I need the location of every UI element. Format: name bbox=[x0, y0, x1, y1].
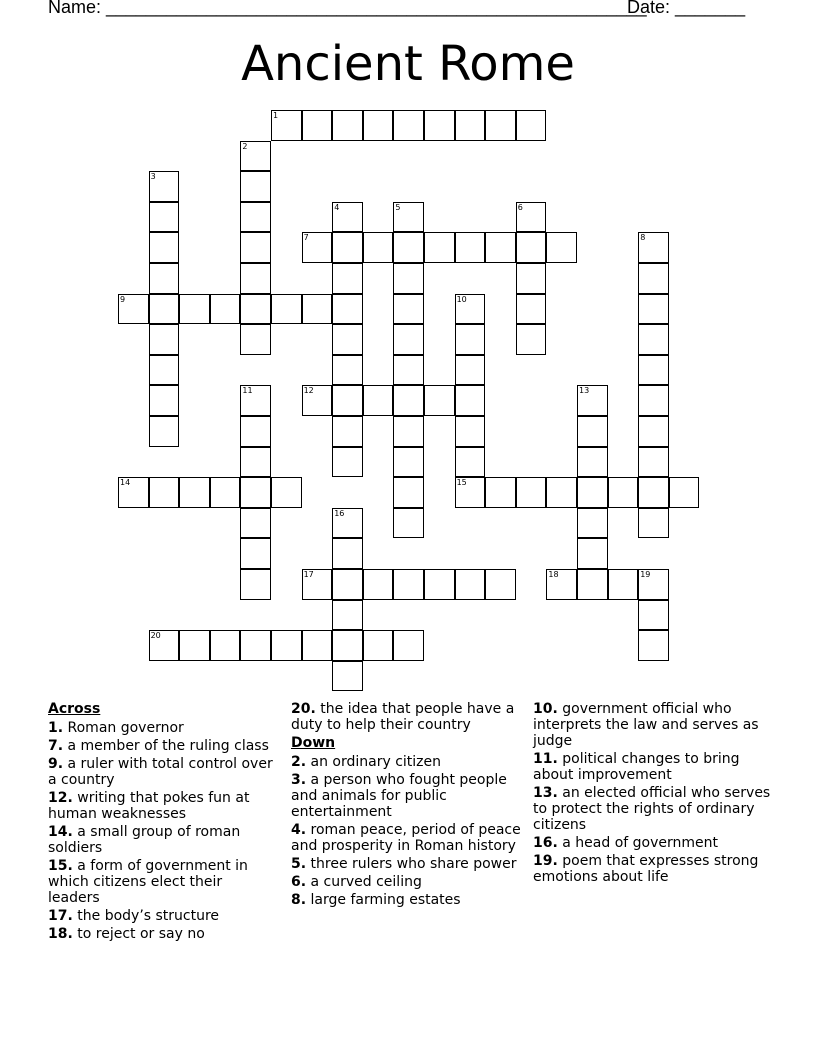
date-field-line[interactable]: Date: _______ bbox=[627, 0, 746, 17]
crossword-cell[interactable] bbox=[608, 569, 639, 600]
across-heading: Across bbox=[48, 701, 101, 717]
crossword-cell[interactable] bbox=[577, 385, 608, 416]
crossword-cell[interactable] bbox=[424, 232, 455, 263]
cell-number: 16 bbox=[334, 508, 345, 518]
clue-text: government official who interprets the law and serves as judge bbox=[533, 701, 759, 749]
cell-number: 2 bbox=[242, 141, 248, 151]
crossword-cell[interactable] bbox=[393, 110, 424, 141]
clue-text: a member of the ruling class bbox=[67, 738, 269, 754]
clue-down-11 bbox=[533, 751, 773, 783]
crossword-cell[interactable] bbox=[332, 447, 363, 478]
crossword-cell[interactable] bbox=[149, 202, 180, 233]
crossword-cell[interactable] bbox=[455, 477, 486, 508]
crossword-cell[interactable] bbox=[363, 569, 394, 600]
crossword-cell[interactable] bbox=[516, 110, 547, 141]
crossword-cell[interactable] bbox=[240, 416, 271, 447]
crossword-cell[interactable] bbox=[363, 630, 394, 661]
clue-number: 18. bbox=[48, 926, 73, 942]
crossword-cell[interactable] bbox=[210, 477, 241, 508]
crossword-cell[interactable] bbox=[332, 263, 363, 294]
crossword-cell[interactable] bbox=[455, 569, 486, 600]
crossword-cell[interactable] bbox=[393, 385, 424, 416]
crossword-cell[interactable] bbox=[485, 110, 516, 141]
clue-down-4 bbox=[291, 822, 521, 854]
crossword-cell[interactable] bbox=[179, 477, 210, 508]
clue-text: the idea that people have a duty to help their country bbox=[291, 701, 515, 733]
down-heading: Down bbox=[291, 735, 336, 751]
clue-across-9 bbox=[48, 756, 276, 788]
crossword-cell[interactable] bbox=[332, 630, 363, 661]
crossword-cell[interactable] bbox=[638, 416, 669, 447]
crossword-cell[interactable] bbox=[455, 324, 486, 355]
crossword-cell[interactable] bbox=[240, 508, 271, 539]
clue-number: 19. bbox=[533, 853, 558, 869]
crossword-cell[interactable] bbox=[271, 477, 302, 508]
cell-number: 1 bbox=[273, 111, 279, 120]
clue-text: the body’s structure bbox=[77, 908, 220, 924]
clue-text: a small group of roman soldiers bbox=[48, 824, 241, 856]
clue-across-20 bbox=[291, 701, 521, 733]
crossword-cell[interactable] bbox=[179, 294, 210, 325]
clue-down-8 bbox=[291, 892, 521, 908]
crossword-cell[interactable] bbox=[210, 630, 241, 661]
clue-text: writing that pokes fun at human weaknesses bbox=[48, 790, 250, 822]
clue-text: a ruler with total control over a country bbox=[48, 756, 273, 788]
crossword-cell[interactable] bbox=[240, 569, 271, 600]
crossword-cell[interactable] bbox=[240, 171, 271, 202]
crossword-cell[interactable] bbox=[424, 385, 455, 416]
clue-across-12 bbox=[48, 790, 276, 822]
clue-number: 15. bbox=[48, 858, 73, 874]
crossword-cell[interactable] bbox=[638, 600, 669, 631]
clue-across-17 bbox=[48, 908, 276, 924]
clue-number: 11. bbox=[533, 751, 558, 767]
crossword-cell[interactable] bbox=[271, 110, 302, 141]
crossword-cell[interactable] bbox=[271, 630, 302, 661]
crossword-cell[interactable] bbox=[240, 141, 271, 172]
crossword-cell[interactable] bbox=[485, 569, 516, 600]
clue-across-14 bbox=[48, 824, 276, 856]
clue-number: 16. bbox=[533, 835, 558, 851]
crossword-cell[interactable] bbox=[485, 477, 516, 508]
crossword-cell[interactable] bbox=[332, 110, 363, 141]
cell-number: 15 bbox=[456, 478, 467, 488]
clue-text: three rulers who share power bbox=[310, 856, 517, 872]
clue-text: political changes to bring about improvement bbox=[533, 751, 740, 783]
crossword-cell[interactable] bbox=[424, 110, 455, 141]
crossword-cell[interactable] bbox=[240, 630, 271, 661]
clue-text: poem that expresses strong emotions about life bbox=[533, 853, 759, 885]
crossword-cell[interactable] bbox=[577, 538, 608, 569]
clue-text: Roman governor bbox=[67, 720, 184, 736]
clue-across-15 bbox=[48, 858, 276, 906]
crossword-cell[interactable] bbox=[393, 324, 424, 355]
cell-number: 14 bbox=[120, 478, 131, 488]
crossword-cell[interactable] bbox=[332, 600, 363, 631]
cell-number: 13 bbox=[579, 386, 590, 396]
clue-number: 14. bbox=[48, 824, 73, 840]
crossword-cell[interactable] bbox=[638, 477, 669, 508]
crossword-cell[interactable] bbox=[363, 110, 394, 141]
crossword-cell[interactable] bbox=[516, 202, 547, 233]
cell-number: 5 bbox=[395, 202, 401, 212]
clue-text: to reject or say no bbox=[77, 926, 205, 942]
clue-number: 10. bbox=[533, 701, 558, 717]
cell-number: 6 bbox=[517, 202, 523, 212]
page-title: Ancient Rome bbox=[241, 36, 575, 92]
clue-number: 2. bbox=[291, 754, 307, 770]
crossword-cell[interactable] bbox=[149, 324, 180, 355]
clue-column-3 bbox=[533, 701, 773, 887]
crossword-cell[interactable] bbox=[577, 508, 608, 539]
crossword-cell[interactable] bbox=[332, 416, 363, 447]
clue-text: a curved ceiling bbox=[310, 874, 422, 890]
clue-number: 6. bbox=[291, 874, 307, 890]
crossword-cell[interactable] bbox=[455, 232, 486, 263]
clue-number: 8. bbox=[291, 892, 307, 908]
crossword-cell[interactable] bbox=[332, 508, 363, 539]
crossword-cell[interactable] bbox=[608, 477, 639, 508]
crossword-cell[interactable] bbox=[363, 385, 394, 416]
crossword-cell[interactable] bbox=[393, 294, 424, 325]
crossword-cell[interactable] bbox=[638, 294, 669, 325]
crossword-cell[interactable] bbox=[455, 447, 486, 478]
crossword-cell[interactable] bbox=[455, 110, 486, 141]
cell-number: 10 bbox=[456, 294, 467, 304]
crossword-cell[interactable] bbox=[332, 569, 363, 600]
crossword-cell[interactable] bbox=[302, 232, 333, 263]
crossword-cell[interactable] bbox=[332, 661, 363, 692]
clue-column-2 bbox=[291, 701, 521, 910]
crossword-cell[interactable] bbox=[302, 110, 333, 141]
crossword-cell[interactable] bbox=[546, 477, 577, 508]
crossword-cell[interactable] bbox=[546, 232, 577, 263]
crossword-cell[interactable] bbox=[577, 569, 608, 600]
crossword-cell[interactable] bbox=[149, 355, 180, 386]
crossword-cell[interactable] bbox=[516, 294, 547, 325]
crossword-cell[interactable] bbox=[516, 477, 547, 508]
crossword-cell[interactable] bbox=[393, 447, 424, 478]
cell-number: 3 bbox=[150, 172, 156, 182]
crossword-cell[interactable] bbox=[638, 569, 669, 600]
clue-down-19 bbox=[533, 853, 773, 885]
crossword-cell[interactable] bbox=[516, 232, 547, 263]
crossword-cell[interactable] bbox=[363, 232, 394, 263]
clue-down-2 bbox=[291, 754, 521, 770]
clue-number: 1. bbox=[48, 720, 64, 736]
crossword-cell[interactable] bbox=[638, 324, 669, 355]
clue-down-13 bbox=[533, 785, 773, 833]
clue-text: roman peace, period of peace and prosperity in Roman history bbox=[291, 822, 521, 854]
clue-down-6 bbox=[291, 874, 521, 890]
crossword-cell[interactable] bbox=[149, 232, 180, 263]
crossword-cell[interactable] bbox=[332, 202, 363, 233]
crossword-cell[interactable] bbox=[149, 171, 180, 202]
crossword-cell[interactable] bbox=[669, 477, 700, 508]
crossword-cell[interactable] bbox=[393, 508, 424, 539]
crossword-cell[interactable] bbox=[638, 385, 669, 416]
crossword-cell[interactable] bbox=[210, 294, 241, 325]
clue-across-1 bbox=[48, 720, 276, 736]
crossword-cell[interactable] bbox=[516, 324, 547, 355]
crossword-cell[interactable] bbox=[118, 294, 149, 325]
cell-number: 4 bbox=[334, 202, 340, 212]
crossword-cell[interactable] bbox=[638, 508, 669, 539]
crossword-cell[interactable] bbox=[240, 538, 271, 569]
crossword-cell[interactable] bbox=[240, 202, 271, 233]
crossword-cell[interactable] bbox=[271, 294, 302, 325]
clue-number: 3. bbox=[291, 772, 307, 788]
cell-number: 11 bbox=[242, 386, 253, 396]
crossword-cell[interactable] bbox=[393, 416, 424, 447]
clue-down-5 bbox=[291, 856, 521, 872]
clue-number: 9. bbox=[48, 756, 64, 772]
crossword-cell[interactable] bbox=[179, 630, 210, 661]
crossword-cell[interactable] bbox=[149, 385, 180, 416]
clue-down-10 bbox=[533, 701, 773, 749]
crossword-cell[interactable] bbox=[638, 232, 669, 263]
crossword-cell[interactable] bbox=[149, 477, 180, 508]
cell-number: 7 bbox=[303, 233, 309, 243]
clue-text: a form of government in which citizens elect their leaders bbox=[48, 858, 248, 906]
crossword-cell[interactable] bbox=[393, 630, 424, 661]
crossword-cell[interactable] bbox=[332, 232, 363, 263]
clue-number: 7. bbox=[48, 738, 64, 754]
clue-across-7 bbox=[48, 738, 276, 754]
crossword-cell[interactable] bbox=[149, 416, 180, 447]
crossword-cell[interactable] bbox=[302, 294, 333, 325]
crossword-cell[interactable] bbox=[455, 385, 486, 416]
clue-text: an ordinary citizen bbox=[310, 754, 442, 770]
cell-number: 8 bbox=[640, 233, 646, 243]
clue-down-16 bbox=[533, 835, 773, 851]
crossword-cell[interactable] bbox=[240, 447, 271, 478]
clue-number: 20. bbox=[291, 701, 316, 717]
crossword-cell[interactable] bbox=[638, 447, 669, 478]
clue-number: 17. bbox=[48, 908, 73, 924]
clue-down-3 bbox=[291, 772, 521, 820]
crossword-cell[interactable] bbox=[240, 385, 271, 416]
clue-number: 5. bbox=[291, 856, 307, 872]
crossword-cell[interactable] bbox=[118, 477, 149, 508]
cell-number: 19 bbox=[640, 570, 651, 579]
clue-number: 12. bbox=[48, 790, 73, 806]
crossword-cell[interactable] bbox=[455, 416, 486, 447]
cell-number: 12 bbox=[303, 386, 314, 396]
crossword-cell[interactable] bbox=[332, 385, 363, 416]
crossword-cell[interactable] bbox=[240, 324, 271, 355]
clue-text: an elected official who serves to protect the rights of ordinary citizens bbox=[533, 785, 771, 833]
clue-text: a head of government bbox=[562, 835, 718, 851]
crossword-cell[interactable] bbox=[638, 263, 669, 294]
crossword-cell[interactable] bbox=[332, 355, 363, 386]
name-field-line[interactable]: Name: ______________________________________________________ bbox=[48, 0, 647, 17]
cell-number: 18 bbox=[548, 570, 559, 579]
crossword-cell[interactable] bbox=[332, 538, 363, 569]
clue-across-18 bbox=[48, 926, 276, 942]
crossword-cell[interactable] bbox=[393, 569, 424, 600]
cell-number: 17 bbox=[303, 570, 314, 579]
crossword-cell[interactable] bbox=[332, 294, 363, 325]
crossword-cell[interactable] bbox=[393, 355, 424, 386]
crossword-cell[interactable] bbox=[302, 630, 333, 661]
crossword-cell[interactable] bbox=[393, 263, 424, 294]
clue-column-1 bbox=[48, 701, 276, 944]
crossword-cell[interactable] bbox=[577, 416, 608, 447]
clue-text: large farming estates bbox=[310, 892, 461, 908]
crossword-cell[interactable] bbox=[485, 232, 516, 263]
crossword-cell[interactable] bbox=[577, 447, 608, 478]
crossword-cell[interactable] bbox=[455, 355, 486, 386]
crossword-cell[interactable] bbox=[332, 324, 363, 355]
crossword-cell[interactable] bbox=[393, 202, 424, 233]
crossword-cell[interactable] bbox=[546, 569, 577, 600]
cell-number: 20 bbox=[150, 631, 161, 641]
crossword-cell[interactable] bbox=[240, 477, 271, 508]
crossword-cell[interactable] bbox=[302, 385, 333, 416]
crossword-cell[interactable] bbox=[149, 630, 180, 661]
cell-number: 9 bbox=[120, 294, 126, 304]
crossword-cell[interactable] bbox=[393, 477, 424, 508]
crossword-cell[interactable] bbox=[516, 263, 547, 294]
crossword-cell[interactable] bbox=[638, 630, 669, 661]
crossword-cell[interactable] bbox=[424, 569, 455, 600]
crossword-cell[interactable] bbox=[302, 569, 333, 600]
crossword-cell[interactable] bbox=[149, 263, 180, 294]
clue-number: 4. bbox=[291, 822, 307, 838]
crossword-cell[interactable] bbox=[240, 294, 271, 325]
clue-number: 13. bbox=[533, 785, 558, 801]
crossword-cell[interactable] bbox=[240, 263, 271, 294]
crossword-cell[interactable] bbox=[240, 232, 271, 263]
clue-text: a person who fought people and animals for public entertainment bbox=[291, 772, 507, 820]
crossword-cell[interactable] bbox=[577, 477, 608, 508]
crossword-cell[interactable] bbox=[149, 294, 180, 325]
crossword-cell[interactable] bbox=[638, 355, 669, 386]
crossword-cell[interactable] bbox=[393, 232, 424, 263]
crossword-cell[interactable] bbox=[455, 294, 486, 325]
